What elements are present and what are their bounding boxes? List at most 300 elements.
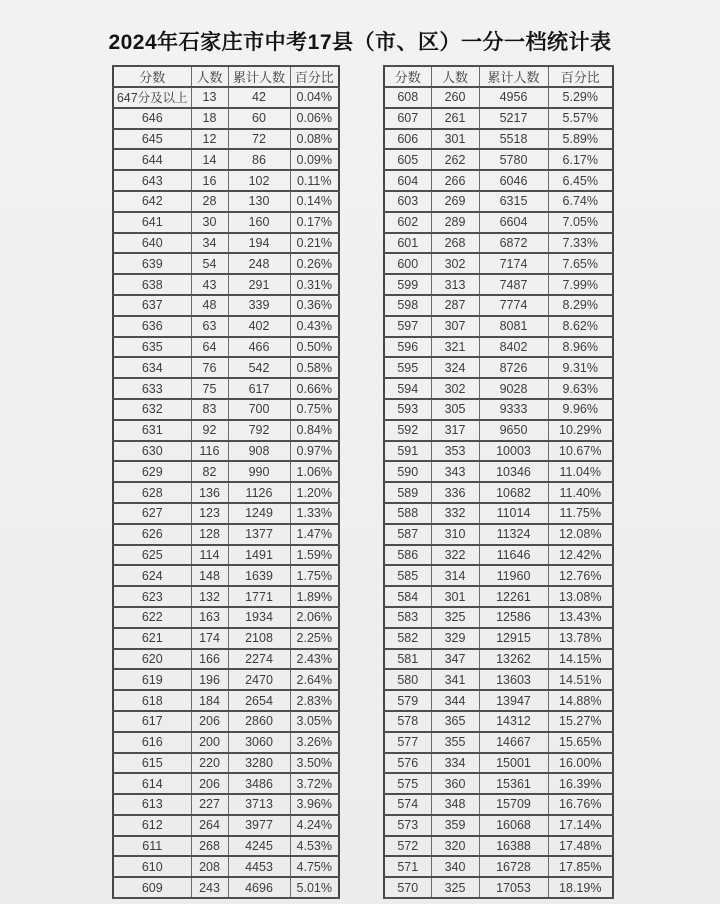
table-cell: 616: [113, 732, 191, 753]
table-row: [113, 378, 339, 399]
table-row: [113, 129, 339, 150]
table-cell: 582: [384, 628, 431, 649]
table-row: [113, 753, 339, 774]
table-row: [384, 565, 613, 586]
table-cell: 627: [113, 503, 191, 524]
table-cell: 700: [228, 399, 290, 420]
table-cell: 227: [191, 794, 228, 815]
table-cell: 11014: [479, 503, 548, 524]
table-cell: 9.31%: [548, 357, 613, 378]
table-cell: 606: [384, 129, 431, 150]
column-header: 分数: [384, 66, 431, 87]
table-cell: 15.65%: [548, 732, 613, 753]
table-cell: 1491: [228, 545, 290, 566]
table-row: [384, 87, 613, 108]
table-cell: 571: [384, 856, 431, 877]
table-cell: 792: [228, 420, 290, 441]
table-cell: 6315: [479, 191, 548, 212]
table-cell: 587: [384, 524, 431, 545]
table-cell: 12: [191, 129, 228, 150]
table-cell: 72: [228, 129, 290, 150]
table-cell: 594: [384, 378, 431, 399]
table-cell: 603: [384, 191, 431, 212]
table-cell: 612: [113, 815, 191, 836]
table-cell: 5780: [479, 149, 548, 170]
table-cell: 2860: [228, 711, 290, 732]
table-cell: 0.50%: [290, 337, 339, 358]
table-cell: 4245: [228, 836, 290, 857]
table-cell: 16.76%: [548, 794, 613, 815]
table-cell: 3977: [228, 815, 290, 836]
table-row: [113, 274, 339, 295]
table-cell: 301: [431, 586, 479, 607]
table-cell: 572: [384, 836, 431, 857]
table-cell: 3060: [228, 732, 290, 753]
table-row: [384, 773, 613, 794]
table-cell: 8.29%: [548, 295, 613, 316]
table-cell: 602: [384, 212, 431, 233]
table-cell: 15.27%: [548, 711, 613, 732]
table-cell: 4453: [228, 856, 290, 877]
table-cell: 626: [113, 524, 191, 545]
table-row: [113, 170, 339, 191]
table-cell: 17.14%: [548, 815, 613, 836]
table-cell: 1934: [228, 607, 290, 628]
table-cell: 637: [113, 295, 191, 316]
table-cell: 646: [113, 108, 191, 129]
table-cell: 15361: [479, 773, 548, 794]
table-cell: 82: [191, 461, 228, 482]
table-row: [384, 690, 613, 711]
table-cell: 593: [384, 399, 431, 420]
table-row: [384, 233, 613, 254]
table-cell: 313: [431, 274, 479, 295]
table-cell: 605: [384, 149, 431, 170]
table-cell: 9650: [479, 420, 548, 441]
table-cell: 614: [113, 773, 191, 794]
table-row: [113, 357, 339, 378]
table-cell: 2274: [228, 649, 290, 670]
table-cell: 10003: [479, 441, 548, 462]
score-table-right: [383, 65, 614, 899]
table-row: [113, 877, 339, 898]
table-cell: 542: [228, 357, 290, 378]
table-cell: 196: [191, 669, 228, 690]
table-cell: 60: [228, 108, 290, 129]
table-cell: 64: [191, 337, 228, 358]
table-row: [113, 461, 339, 482]
table-cell: 7.99%: [548, 274, 613, 295]
table-row: [384, 316, 613, 337]
table-row: [384, 295, 613, 316]
table-row: [384, 524, 613, 545]
table-cell: 618: [113, 690, 191, 711]
table-row: [384, 461, 613, 482]
table-cell: 14.88%: [548, 690, 613, 711]
table-cell: 625: [113, 545, 191, 566]
table-cell: 0.21%: [290, 233, 339, 254]
table-cell: 48: [191, 295, 228, 316]
table-cell: 76: [191, 357, 228, 378]
table-row: [384, 711, 613, 732]
table-cell: 310: [431, 524, 479, 545]
table-cell: 11646: [479, 545, 548, 566]
table-cell: 6.45%: [548, 170, 613, 191]
table-cell: 9028: [479, 378, 548, 399]
table-cell: 269: [431, 191, 479, 212]
table-cell: 1.75%: [290, 565, 339, 586]
table-cell: 301: [431, 129, 479, 150]
table-cell: 611: [113, 836, 191, 857]
table-row: [384, 649, 613, 670]
table-cell: 302: [431, 378, 479, 399]
table-cell: 617: [228, 378, 290, 399]
table-row: [113, 108, 339, 129]
table-cell: 136: [191, 482, 228, 503]
table-cell: 633: [113, 378, 191, 399]
table-cell: 16388: [479, 836, 548, 857]
table-cell: 642: [113, 191, 191, 212]
table-cell: 0.36%: [290, 295, 339, 316]
table-cell: 321: [431, 337, 479, 358]
table-row: [384, 607, 613, 628]
table-cell: 307: [431, 316, 479, 337]
table-cell: 83: [191, 399, 228, 420]
table-cell: 12586: [479, 607, 548, 628]
table-cell: 194: [228, 233, 290, 254]
table-cell: 610: [113, 856, 191, 877]
table-cell: 620: [113, 649, 191, 670]
table-cell: 334: [431, 753, 479, 774]
table-cell: 6046: [479, 170, 548, 191]
table-cell: 13.43%: [548, 607, 613, 628]
table-cell: 264: [191, 815, 228, 836]
table-cell: 609: [113, 877, 191, 898]
table-cell: 2108: [228, 628, 290, 649]
table-cell: 2654: [228, 690, 290, 711]
table-cell: 10.29%: [548, 420, 613, 441]
table-cell: 291: [228, 274, 290, 295]
table-cell: 8.96%: [548, 337, 613, 358]
table-row: [113, 420, 339, 441]
table-cell: 597: [384, 316, 431, 337]
table-cell: 11.75%: [548, 503, 613, 524]
table-cell: 595: [384, 357, 431, 378]
table-cell: 0.75%: [290, 399, 339, 420]
table-cell: 355: [431, 732, 479, 753]
table-row: [113, 441, 339, 462]
table-row: [384, 753, 613, 774]
table-cell: 0.11%: [290, 170, 339, 191]
table-cell: 0.43%: [290, 316, 339, 337]
table-cell: 634: [113, 357, 191, 378]
table-row: [384, 337, 613, 358]
table-cell: 243: [191, 877, 228, 898]
table-cell: 13.08%: [548, 586, 613, 607]
table-cell: 63: [191, 316, 228, 337]
table-row: [113, 669, 339, 690]
table-cell: 6.74%: [548, 191, 613, 212]
table-cell: 1.47%: [290, 524, 339, 545]
table-cell: 1.59%: [290, 545, 339, 566]
table-cell: 8726: [479, 357, 548, 378]
table-cell: 163: [191, 607, 228, 628]
table-cell: 92: [191, 420, 228, 441]
table-cell: 607: [384, 108, 431, 129]
table-row: [384, 669, 613, 690]
column-header: 百分比: [548, 66, 613, 87]
table-cell: 1.06%: [290, 461, 339, 482]
table-cell: 102: [228, 170, 290, 191]
table-cell: 15709: [479, 794, 548, 815]
table-cell: 324: [431, 357, 479, 378]
table-cell: 14.15%: [548, 649, 613, 670]
table-row: [113, 607, 339, 628]
table-cell: 573: [384, 815, 431, 836]
table-row: [384, 170, 613, 191]
table-cell: 184: [191, 690, 228, 711]
table-cell: 314: [431, 565, 479, 586]
table-cell: 0.06%: [290, 108, 339, 129]
table-cell: 13262: [479, 649, 548, 670]
table-cell: 54: [191, 253, 228, 274]
table-cell: 613: [113, 794, 191, 815]
table-cell: 12915: [479, 628, 548, 649]
table-cell: 325: [431, 877, 479, 898]
column-header: 百分比: [290, 66, 339, 87]
table-cell: 591: [384, 441, 431, 462]
table-cell: 601: [384, 233, 431, 254]
table-cell: 1126: [228, 482, 290, 503]
table-cell: 339: [228, 295, 290, 316]
table-cell: 1639: [228, 565, 290, 586]
table-cell: 341: [431, 669, 479, 690]
table-cell: 206: [191, 773, 228, 794]
table-cell: 579: [384, 690, 431, 711]
table-cell: 11960: [479, 565, 548, 586]
table-row: [113, 524, 339, 545]
column-header: 人数: [431, 66, 479, 87]
table-cell: 640: [113, 233, 191, 254]
table-cell: 588: [384, 503, 431, 524]
table-cell: 200: [191, 732, 228, 753]
table-cell: 332: [431, 503, 479, 524]
table-row: [384, 794, 613, 815]
score-table-left: [112, 65, 340, 899]
table-row: [113, 690, 339, 711]
table-cell: 13603: [479, 669, 548, 690]
table-row: [384, 482, 613, 503]
table-cell: 590: [384, 461, 431, 482]
table-cell: 4.24%: [290, 815, 339, 836]
table-cell: 10.67%: [548, 441, 613, 462]
table-cell: 645: [113, 129, 191, 150]
table-cell: 13.78%: [548, 628, 613, 649]
table-cell: 343: [431, 461, 479, 482]
table-cell: 18: [191, 108, 228, 129]
table-row: [384, 378, 613, 399]
column-header: 分数: [113, 66, 191, 87]
table-cell: 0.09%: [290, 149, 339, 170]
table-cell: 2.64%: [290, 669, 339, 690]
table-cell: 1771: [228, 586, 290, 607]
table-cell: 4.75%: [290, 856, 339, 877]
table-cell: 12.76%: [548, 565, 613, 586]
table-cell: 10346: [479, 461, 548, 482]
table-row: [113, 836, 339, 857]
table-cell: 629: [113, 461, 191, 482]
table-row: [384, 108, 613, 129]
table-cell: 2.06%: [290, 607, 339, 628]
table-cell: 208: [191, 856, 228, 877]
table-cell: 4696: [228, 877, 290, 898]
table-cell: 9.96%: [548, 399, 613, 420]
table-cell: 3280: [228, 753, 290, 774]
table-cell: 14.51%: [548, 669, 613, 690]
table-cell: 123: [191, 503, 228, 524]
table-cell: 43: [191, 274, 228, 295]
table-cell: 0.04%: [290, 87, 339, 108]
table-cell: 86: [228, 149, 290, 170]
table-row: [384, 149, 613, 170]
table-row: [113, 815, 339, 836]
table-cell: 589: [384, 482, 431, 503]
table-cell: 353: [431, 441, 479, 462]
table-cell: 220: [191, 753, 228, 774]
table-cell: 18.19%: [548, 877, 613, 898]
table-cell: 0.31%: [290, 274, 339, 295]
table-row: [384, 191, 613, 212]
table-cell: 4956: [479, 87, 548, 108]
table-cell: 10682: [479, 482, 548, 503]
table-cell: 2.43%: [290, 649, 339, 670]
table-cell: 586: [384, 545, 431, 566]
table-cell: 7.05%: [548, 212, 613, 233]
table-cell: 3.50%: [290, 753, 339, 774]
table-row: [113, 212, 339, 233]
table-cell: 174: [191, 628, 228, 649]
table-cell: 577: [384, 732, 431, 753]
table-cell: 5.29%: [548, 87, 613, 108]
table-row: [384, 628, 613, 649]
table-cell: 1249: [228, 503, 290, 524]
table-cell: 5.57%: [548, 108, 613, 129]
table-cell: 42: [228, 87, 290, 108]
table-row: [113, 628, 339, 649]
table-cell: 9.63%: [548, 378, 613, 399]
table-row: [113, 711, 339, 732]
table-cell: 0.66%: [290, 378, 339, 399]
column-header: 累计人数: [479, 66, 548, 87]
table-cell: 17.48%: [548, 836, 613, 857]
table-cell: 14: [191, 149, 228, 170]
table-cell: 585: [384, 565, 431, 586]
table-cell: 2.25%: [290, 628, 339, 649]
table-cell: 12.08%: [548, 524, 613, 545]
table-cell: 268: [431, 233, 479, 254]
table-cell: 1.89%: [290, 586, 339, 607]
table-cell: 6604: [479, 212, 548, 233]
table-cell: 5.01%: [290, 877, 339, 898]
table-cell: 0.58%: [290, 357, 339, 378]
table-row: [113, 316, 339, 337]
table-row: [384, 441, 613, 462]
table-row: [113, 794, 339, 815]
table-cell: 17053: [479, 877, 548, 898]
table-cell: 116: [191, 441, 228, 462]
table-cell: 344: [431, 690, 479, 711]
table-row: [113, 565, 339, 586]
table-cell: 13: [191, 87, 228, 108]
table-cell: 647分及以上: [113, 87, 191, 108]
table-cell: 3.72%: [290, 773, 339, 794]
table-cell: 148: [191, 565, 228, 586]
table-cell: 580: [384, 669, 431, 690]
table-row: [113, 233, 339, 254]
table-cell: 15001: [479, 753, 548, 774]
table-cell: 14312: [479, 711, 548, 732]
table-cell: 631: [113, 420, 191, 441]
table-cell: 5518: [479, 129, 548, 150]
table-cell: 305: [431, 399, 479, 420]
table-cell: 302: [431, 253, 479, 274]
table-row: [113, 87, 339, 108]
table-row: [384, 212, 613, 233]
table-cell: 2.83%: [290, 690, 339, 711]
table-cell: 638: [113, 274, 191, 295]
table-cell: 630: [113, 441, 191, 462]
table-cell: 466: [228, 337, 290, 358]
table-cell: 16728: [479, 856, 548, 877]
table-cell: 575: [384, 773, 431, 794]
table-cell: 336: [431, 482, 479, 503]
table-cell: 0.84%: [290, 420, 339, 441]
table-row: [384, 877, 613, 898]
table-row: [384, 420, 613, 441]
table-cell: 624: [113, 565, 191, 586]
table-cell: 261: [431, 108, 479, 129]
table-cell: 0.97%: [290, 441, 339, 462]
header-row: [384, 66, 613, 87]
table-row: [384, 274, 613, 295]
table-cell: 322: [431, 545, 479, 566]
table-cell: 908: [228, 441, 290, 462]
table-cell: 320: [431, 836, 479, 857]
table-cell: 0.26%: [290, 253, 339, 274]
table-row: [113, 337, 339, 358]
table-cell: 623: [113, 586, 191, 607]
table-cell: 340: [431, 856, 479, 877]
table-cell: 160: [228, 212, 290, 233]
table-row: [113, 586, 339, 607]
table-cell: 636: [113, 316, 191, 337]
table-cell: 1.33%: [290, 503, 339, 524]
table-cell: 628: [113, 482, 191, 503]
table-cell: 599: [384, 274, 431, 295]
table-cell: 592: [384, 420, 431, 441]
table-cell: 130: [228, 191, 290, 212]
table-cell: 5.89%: [548, 129, 613, 150]
table-row: [113, 732, 339, 753]
table-cell: 8402: [479, 337, 548, 358]
table-row: [113, 545, 339, 566]
table-cell: 6872: [479, 233, 548, 254]
table-cell: 260: [431, 87, 479, 108]
table-cell: 128: [191, 524, 228, 545]
table-cell: 0.17%: [290, 212, 339, 233]
table-cell: 329: [431, 628, 479, 649]
table-cell: 287: [431, 295, 479, 316]
